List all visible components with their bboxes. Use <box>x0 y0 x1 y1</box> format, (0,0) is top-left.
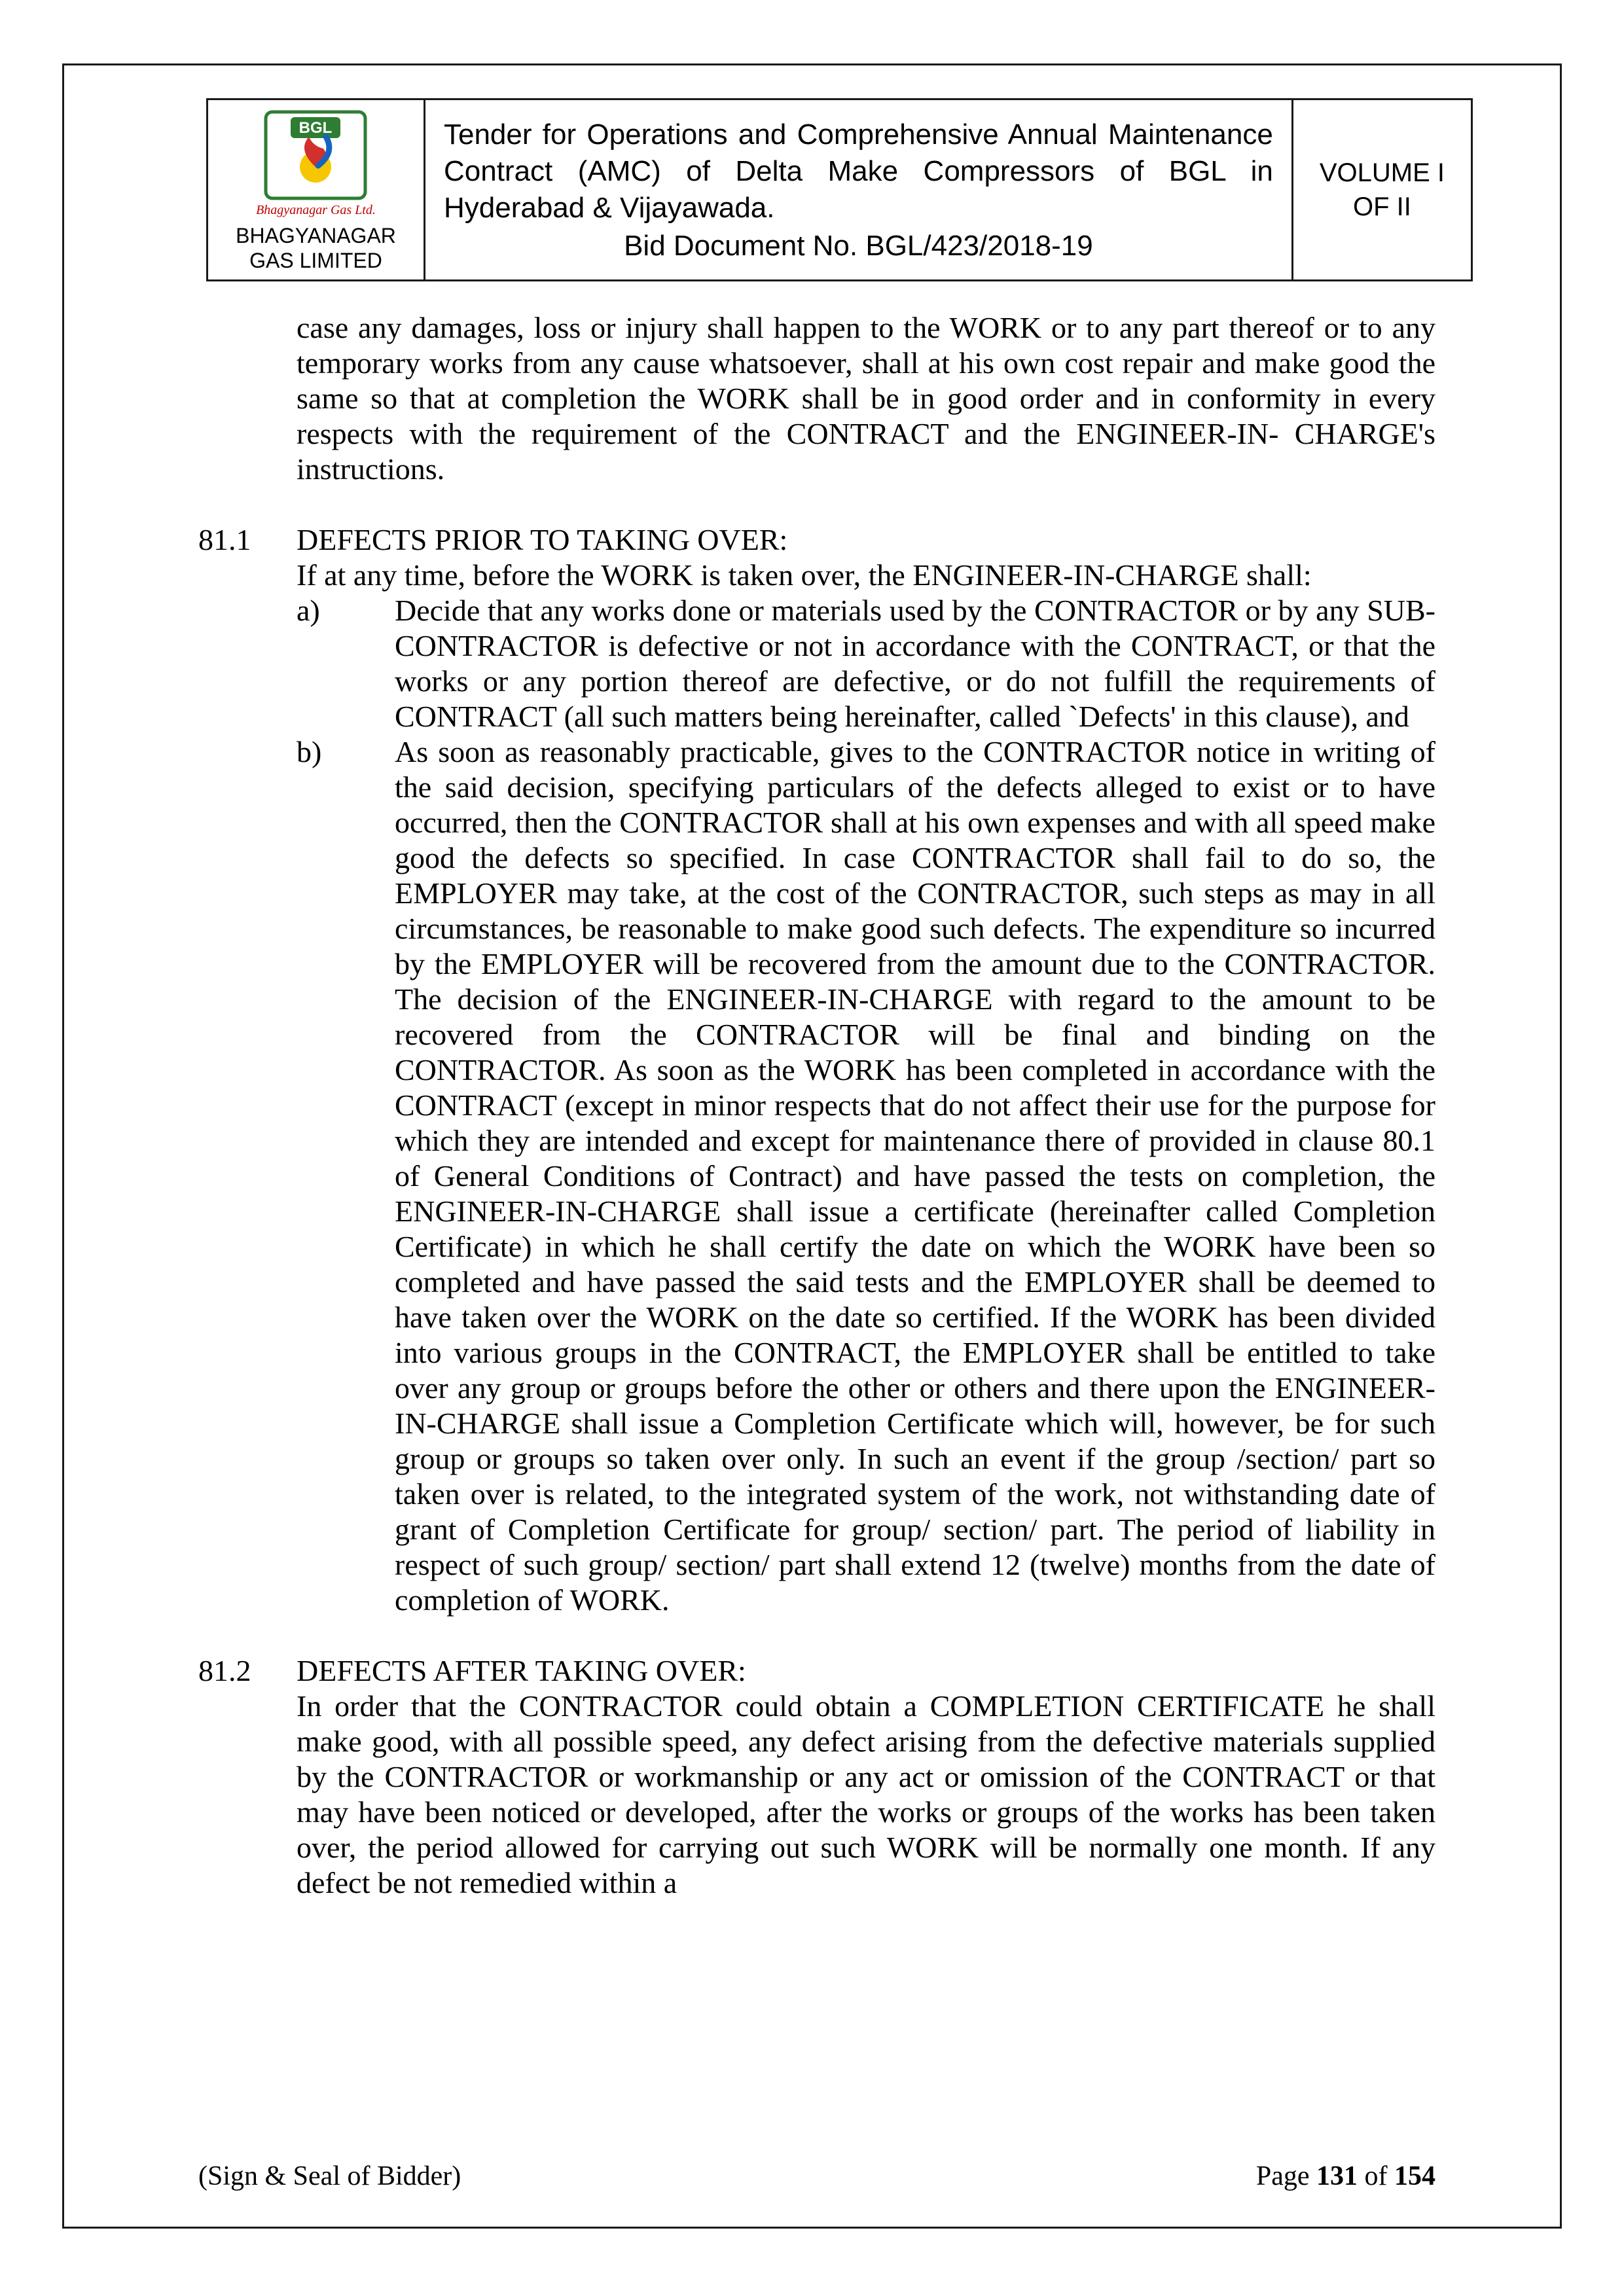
bgl-logo-icon <box>263 109 368 201</box>
sign-seal-note: (Sign & Seal of Bidder) <box>198 2161 461 2191</box>
logo-abbr-text: BGL <box>299 119 333 137</box>
logo-tagline: Bhagyanagar Gas Ltd. <box>256 203 376 217</box>
list-item-label: a) <box>297 594 320 627</box>
page-label: Page <box>1255 2161 1310 2191</box>
intro-paragraph: case any damages, loss or injury shall happen to the WORK or to any part thereof or to any temporary works from any cause whatsoever, shall at his own cost repair and make good the same so that at completion the WORK shall be in good order and in conformity in every respects with the requirement of the CONTRACT and the ENGINEER-IN- CHARGE's instructions. <box>297 311 1435 486</box>
page-border-frame <box>62 63 1562 2229</box>
of-label: of <box>1364 2161 1388 2191</box>
total-pages: 154 <box>1394 2161 1435 2191</box>
section-heading <box>198 1653 1435 1689</box>
bid-document-number: Bid Document No. BGL/423/2018-19 <box>624 230 1093 262</box>
section-lead: In order that the CONTRACTOR could obtain a COMPLETION CERTIFICATE he shall make good, with all possible speed, any defect arising from the defective materials supplied by the CONTRACTOR or workmanship or any act or omission of the CONTRACT or that may have been noticed or developed, after the works or groups of the works has been taken over, the period allowed for carrying out such WORK will be normally one month. If any defect be not remedied within a <box>297 1689 1435 1899</box>
title-cell <box>424 100 1291 279</box>
volume-line-1: VOLUME I <box>1319 158 1445 187</box>
company-logo <box>263 109 368 201</box>
volume-line-2: OF II <box>1352 192 1411 221</box>
page-indicator <box>1256 2160 1435 2193</box>
section-title: DEFECTS PRIOR TO TAKING OVER: <box>297 523 788 556</box>
document-body <box>198 310 1435 1901</box>
section-title: DEFECTS AFTER TAKING OVER: <box>297 1654 746 1687</box>
list-item-a <box>297 593 1435 734</box>
list-item-text: Decide that any works done or materials used by the CONTRACTOR or by any SUB-CONTRACTOR is defective or not in accordance with the CONTRACT, or that the works or any portion thereof are defective, or do not fulfill the requirements of CONTRACT (all such matters being hereinafter, called `Defects' in this clause), and <box>395 594 1435 733</box>
page-number: 131 <box>1316 2161 1358 2191</box>
section-number: 81.2 <box>198 1654 251 1687</box>
page-footer <box>198 2160 1435 2193</box>
document-title: Tender for Operations and Comprehensive Annual Maintenance Contract (AMC) of Delta Make Compressors of BGL in Hyderabad & Vijayawada. <box>443 118 1273 224</box>
section-lead: If at any time, before the WORK is taken over, the ENGINEER-IN-CHARGE shall: <box>297 558 1312 592</box>
section-number: 81.1 <box>198 523 251 556</box>
list-item-label: b) <box>297 735 322 768</box>
logo-cell <box>208 100 424 279</box>
volume-cell <box>1291 100 1471 279</box>
header-table <box>206 98 1473 281</box>
section-heading <box>198 522 1435 558</box>
section-81-1 <box>198 522 1435 1618</box>
company-name: BHAGYANAGAR GAS LIMITED <box>236 224 396 272</box>
list-item-text: As soon as reasonably practicable, gives to the CONTRACTOR notice in writing of the said decision, specifying particulars of the defects alleged to exist or to have occurred, then the CONTRACTOR shall at his own expenses and with all speed make good the defects so specified. In case CONTRACTOR shall fail to do so, the EMPLOYER may take, at the cost of the CONTRACTOR, such steps as may in all circumstances, be reasonable to make good such defects. The expenditure so incurred by the EMPLOYER will be recovered from the amount due to the CONTRACTOR. The decision of the ENGINEER-IN-CHARGE with regard to the amount to be recovered from the CONTRACTOR will be final and binding on the CONTRACTOR. As soon as the WORK has been completed in accordance with the CONTRACT (except in minor respects that do not affect their use for the purpose for which they are intended and except for maintenance there of provided in clause 80.1 of General Conditions of Contract) and have passed the tests on completion, the ENGINEER-IN-CHARGE shall issue a certificate (hereinafter called Completion Certificate) in which he shall certify the date on which the WORK have been so completed and have passed the said tests and the EMPLOYER shall be deemed to have taken over the WORK on the date so certified. If the WORK has been divided into various groups in the CONTRACT, the EMPLOYER shall be entitled to take over any group or groups before the other or others and there upon the ENGINEER-IN-CHARGE shall issue a Completion Certificate which will, however, be for such group or groups so taken over only. In such an event if the group /section/ part so taken over is related, to the integrated system of the work, not withstanding date of grant of Completion Certificate for group/ section/ part. The period of liability in respect of such group/ section/ part shall extend 12 (twelve) months from the date of completion of WORK. <box>395 735 1435 1617</box>
list-item-b <box>297 734 1435 1618</box>
section-81-2 <box>198 1653 1435 1901</box>
